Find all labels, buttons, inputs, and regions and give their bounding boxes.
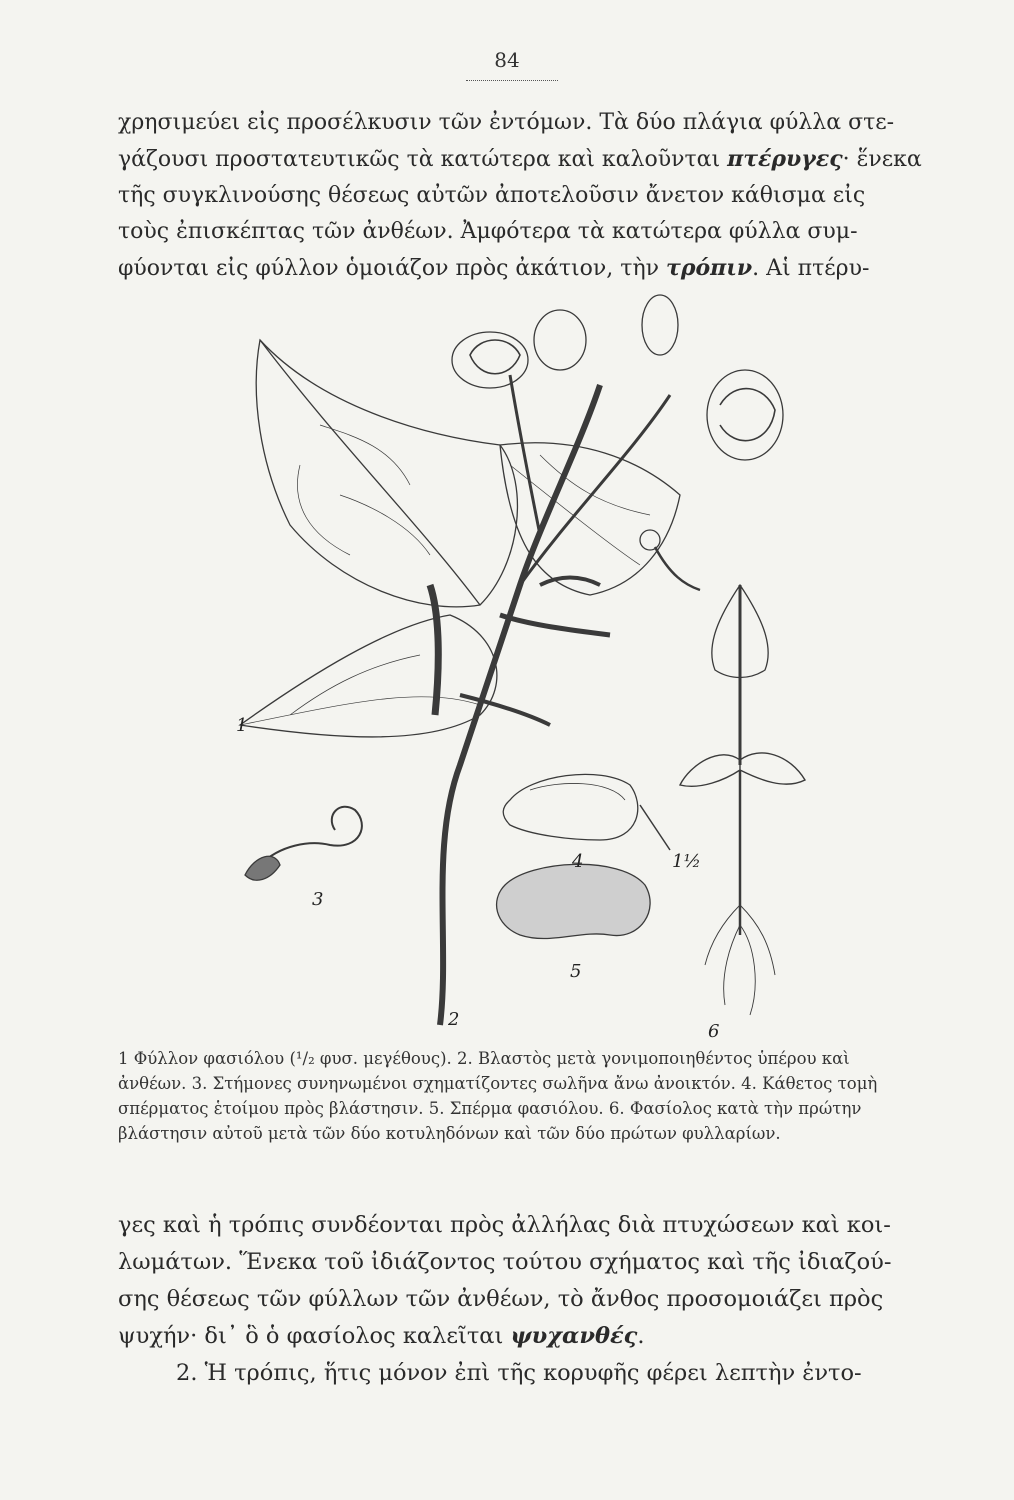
fig-label-2: 2 — [448, 1009, 460, 1030]
bean-plant-illustration — [200, 285, 900, 1045]
pod — [500, 615, 610, 635]
flower — [534, 310, 586, 370]
page-number: 84 — [494, 48, 520, 72]
text-line: γάζουσι προστατευτικῶς τὰ κατώτερα καὶ καλοῦνται πτέρυγες· ἕνεκα — [118, 146, 922, 172]
fig-label-1-half: 1½ — [672, 851, 701, 872]
bottom-paragraph — [118, 1207, 902, 1392]
term-tropis: τρόπιν — [666, 255, 753, 281]
text-line: τῆς συγκλινούσης θέσεως αὐτῶν ἀποτελοῦσιν ἄνετον κάθισμα εἰς — [118, 183, 866, 208]
figure-labels — [236, 715, 719, 1042]
text-line: τοὺς ἐπισκέπτας τῶν ἀνθέων. Ἀμφότερα τὰ κατώτερα φύλλα συμ- — [118, 219, 858, 244]
seed-section — [503, 774, 638, 840]
fig-label-1: 1 — [236, 715, 248, 736]
top-paragraph — [118, 105, 922, 287]
page-number-rule — [466, 80, 558, 81]
leaf-lower — [240, 615, 497, 737]
text-line: λωμάτων. Ἕνεκα τοῦ ἰδιάζοντος τούτου σχήματος καὶ τῆς ἰδιαζού- — [118, 1249, 892, 1275]
stamen-tube — [260, 807, 362, 865]
text-line: σης θέσεως τῶν φύλλων τῶν ἀνθέων, τὸ ἄνθος προσομοιάζει πρὸς — [118, 1286, 884, 1312]
flower — [642, 295, 678, 355]
term-pteryges: πτέρυγες — [727, 146, 843, 172]
pod — [430, 585, 438, 715]
text-line: φύονται εἰς φύλλον ὁμοιάζον πρὸς ἀκάτιον, τὴν τρόπιν. Αἱ πτέρυ- — [118, 255, 870, 281]
text-line: γες καὶ ἡ τρόπις συνδέονται πρὸς ἀλλήλας διὰ πτυχώσεων καὶ κοι- — [118, 1212, 891, 1238]
fig-label-3: 3 — [312, 889, 324, 910]
fig-label-4: 4 — [572, 851, 584, 872]
fig-label-6: 6 — [708, 1021, 720, 1042]
seed — [497, 864, 651, 938]
pod — [540, 578, 600, 586]
text-line: 2. Ἡ τρόπις, ἥτις μόνον ἐπὶ τῆς κορυφῆς φέρει λεπτὴν ἐντο- — [176, 1360, 862, 1386]
text-line: χρησιμεύει εἰς προσέλκυσιν τῶν ἐντόμων. Τὰ δύο πλάγια φύλλα στε- — [118, 110, 895, 135]
leaf-upper — [256, 340, 517, 607]
term-psychanthes: ψυχανθές — [510, 1323, 638, 1349]
fig-label-5: 5 — [570, 961, 582, 982]
flower — [707, 370, 783, 460]
text-line: ψυχήν· δι᾽ ὃ ὁ φασίολος καλεῖται ψυχανθές. — [118, 1323, 645, 1349]
figure-caption: 1 Φύλλον φασιόλου (¹/₂ φυσ. μεγέθους). 2. Βλαστὸς μετὰ γονιμοποιηθέντος ὑπέρου καὶ ἀνθέων. 3. Στήμονες συνηνωμένοι σχηματίζοντες σωλῆνα ἄνω ἀνοικτόν. 4. Κάθετος τομὴ σπέρματος ἑτοίμου πρὸς βλάστησιν. 5. Σπέρμα φασιόλου. 6. Φασίολος κατὰ τὴν πρώτην βλάστησιν αὐτοῦ μετὰ τῶν δύο κοτυληδόνων καὶ τῶν δύο πρώτων φυλλαρίων. — [118, 1049, 878, 1143]
